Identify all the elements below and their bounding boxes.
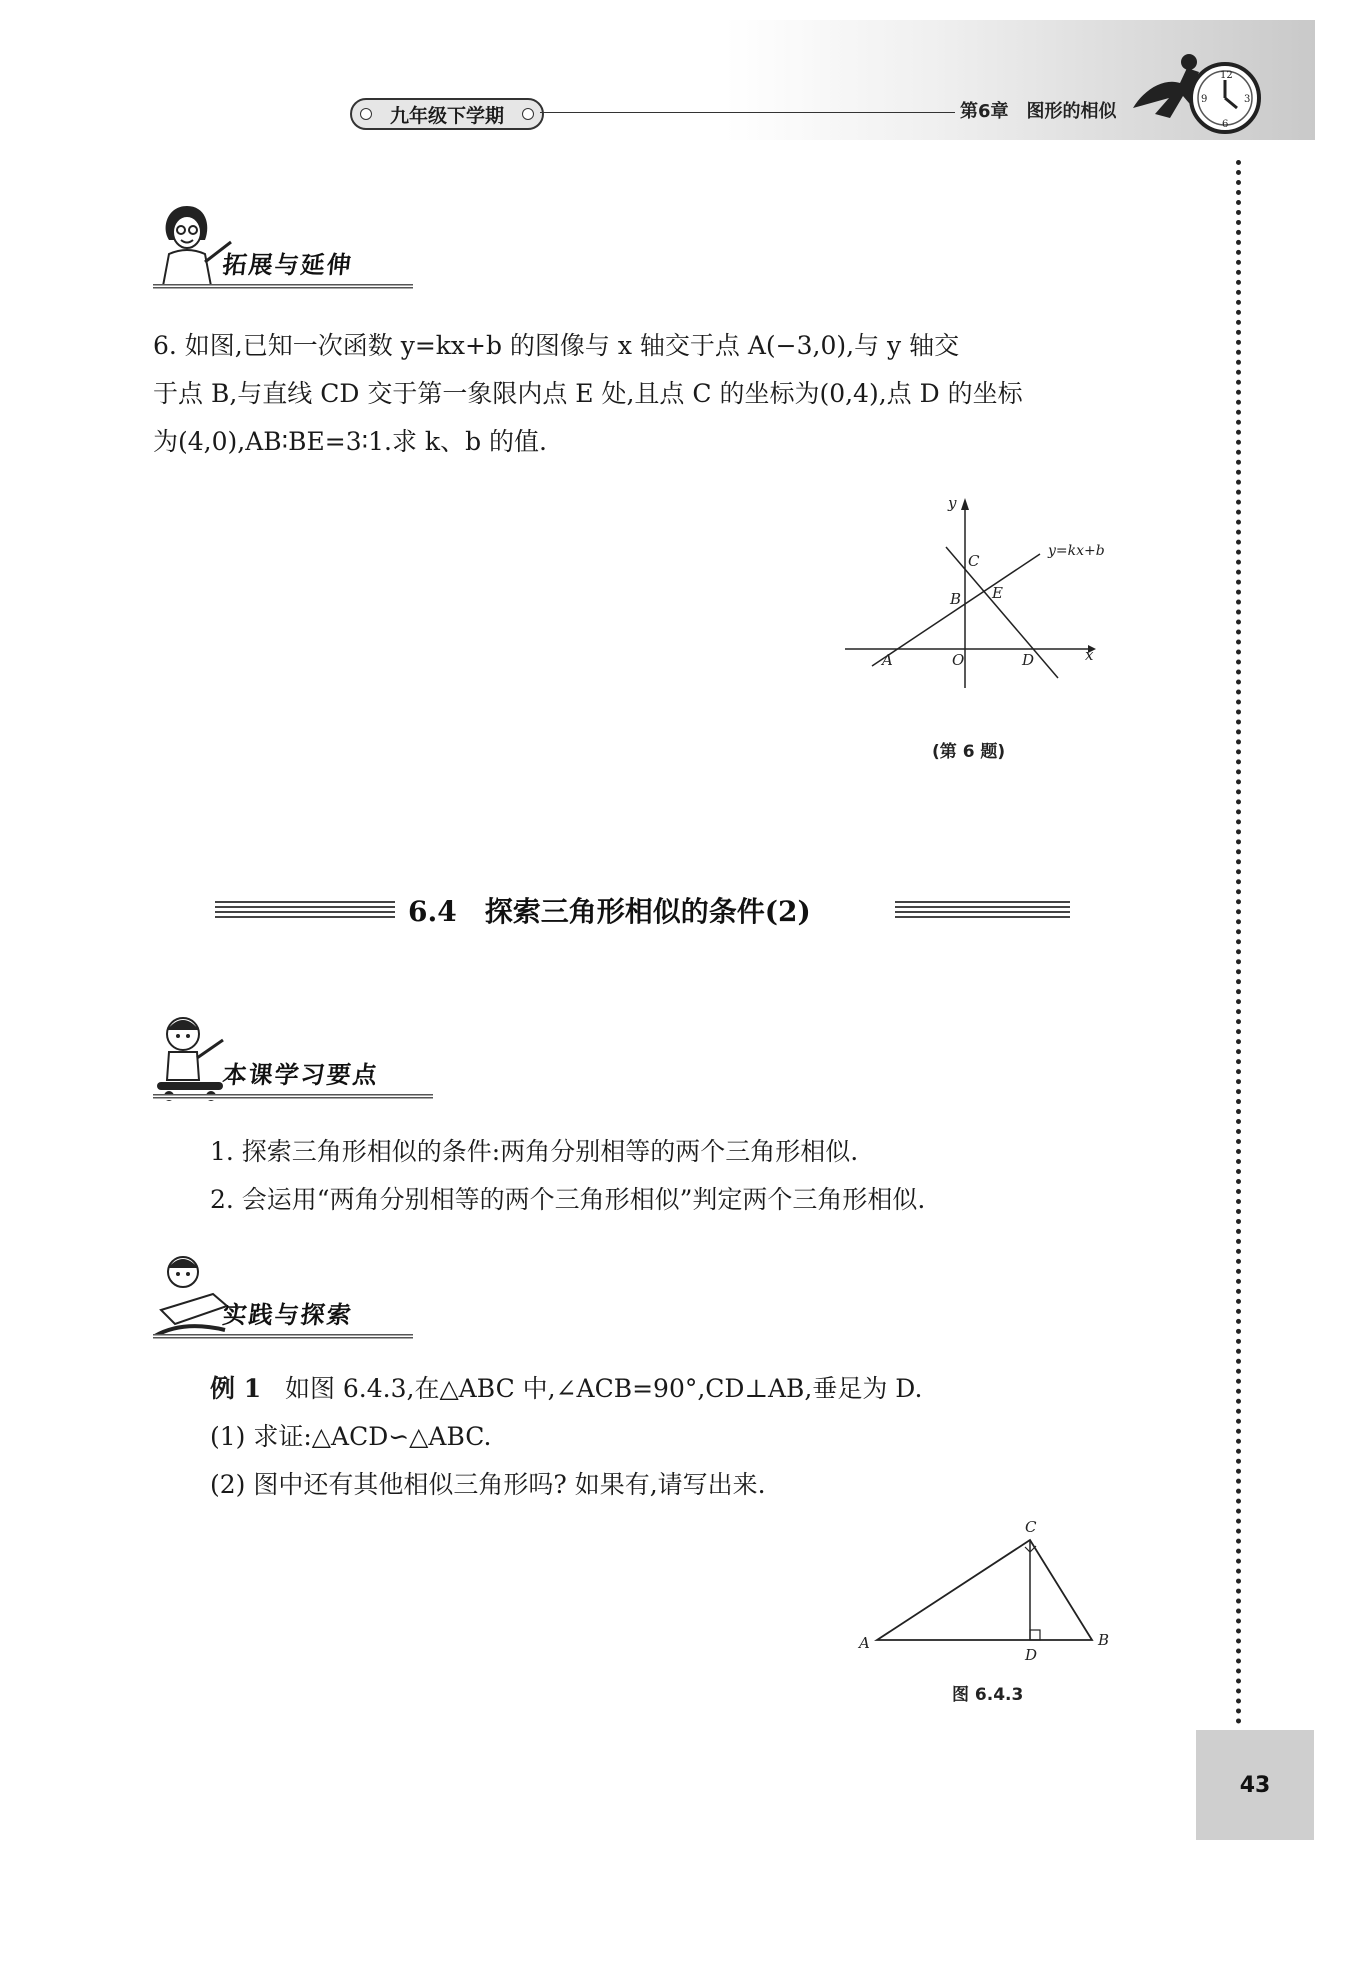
runner-compass-icon [1125,48,1265,143]
example1-text: 如图 6.4.3,在△ABC 中,∠ACB=90°,CD⊥AB,垂足为 D. [284,1374,923,1403]
figure-6-4-3 [855,1515,1125,1665]
right-angle-mark-d [1030,1630,1040,1640]
banner-rule [153,1334,413,1340]
section-title-rule-left [215,901,395,921]
section-title-rule-right [895,901,1070,921]
label-d: D [1022,651,1035,669]
extension-title: 拓展与延伸 [221,251,355,279]
label-y: y [948,494,957,512]
fig-label-d: D [1025,1646,1038,1664]
grade-badge [350,98,544,130]
page-number: 43 [1239,1772,1271,1798]
svg-text:3: 3 [1244,94,1251,105]
problem6-caption: (第 6 题) [932,742,1006,762]
problem6-line2: 于点 B,与直线 CD 交于第一象限内点 E 处,且点 C 的坐标为(0,4),点 D 的坐标 [153,379,1023,408]
fig-label-a: A [859,1634,870,1652]
pill-right-dot [522,108,534,120]
label-c: C [968,552,980,570]
problem6-figure [840,490,1130,690]
label-b: B [950,590,962,608]
key-point-2: 2. 会运用“两角分别相等的两个三角形相似”判定两个三角形相似. [210,1185,926,1214]
example1-question2: (2) 图中还有其他相似三角形吗? 如果有,请写出来. [210,1470,766,1499]
key-points-title: 本课学习要点 [221,1061,381,1089]
page-number-box [1196,1730,1314,1840]
key-points-banner [153,1040,433,1100]
header-rule [540,112,955,113]
right-dotted-margin [1236,160,1241,1725]
key-point-1: 1. 探索三角形相似的条件:两角分别相等的两个三角形相似. [210,1137,859,1166]
banner-rule [153,1094,433,1100]
example1-question1: (1) 求证:△ACD∽△ABC. [210,1422,492,1451]
svg-text:9: 9 [1201,94,1208,105]
label-x: x [1085,646,1094,664]
section-title [408,890,811,930]
problem6-line1: 6. 如图,已知一次函数 y=kx+b 的图像与 x 轴交于点 A(−3,0),与 y 轴交 [153,331,960,360]
chapter-number: 第6章 [960,101,1009,122]
practice-banner [153,1280,413,1340]
figure-6-4-3-caption: 图 6.4.3 [952,1685,1024,1705]
banner-rule [153,284,413,290]
fig-label-b: B [1098,1631,1110,1649]
section-number: 6.4 [408,895,457,928]
practice-title: 实践与探索 [221,1301,355,1329]
y-axis-arrow [961,498,969,510]
label-e: E [992,584,1003,602]
svg-text:6: 6 [1222,119,1229,130]
label-line-eq: y=kx+b [1048,543,1105,559]
chapter-heading [960,98,1117,126]
chapter-title: 图形的相似 [1026,101,1117,122]
extension-banner [153,230,413,290]
section-title-text: 探索三角形相似的条件(2) [484,895,811,928]
label-a: A [882,651,893,669]
problem6-line3: 为(4,0),AB∶BE=3∶1.求 k、b 的值. [153,427,547,456]
pill-left-dot [360,108,372,120]
example1-line [210,1365,922,1413]
grade-label: 九年级下学期 [389,104,504,127]
svg-text:12: 12 [1220,70,1233,81]
example1-label: 例 1 [210,1374,262,1403]
triangle-abc [877,1540,1092,1640]
label-o: O [952,651,965,669]
fig-label-c: C [1025,1518,1037,1536]
